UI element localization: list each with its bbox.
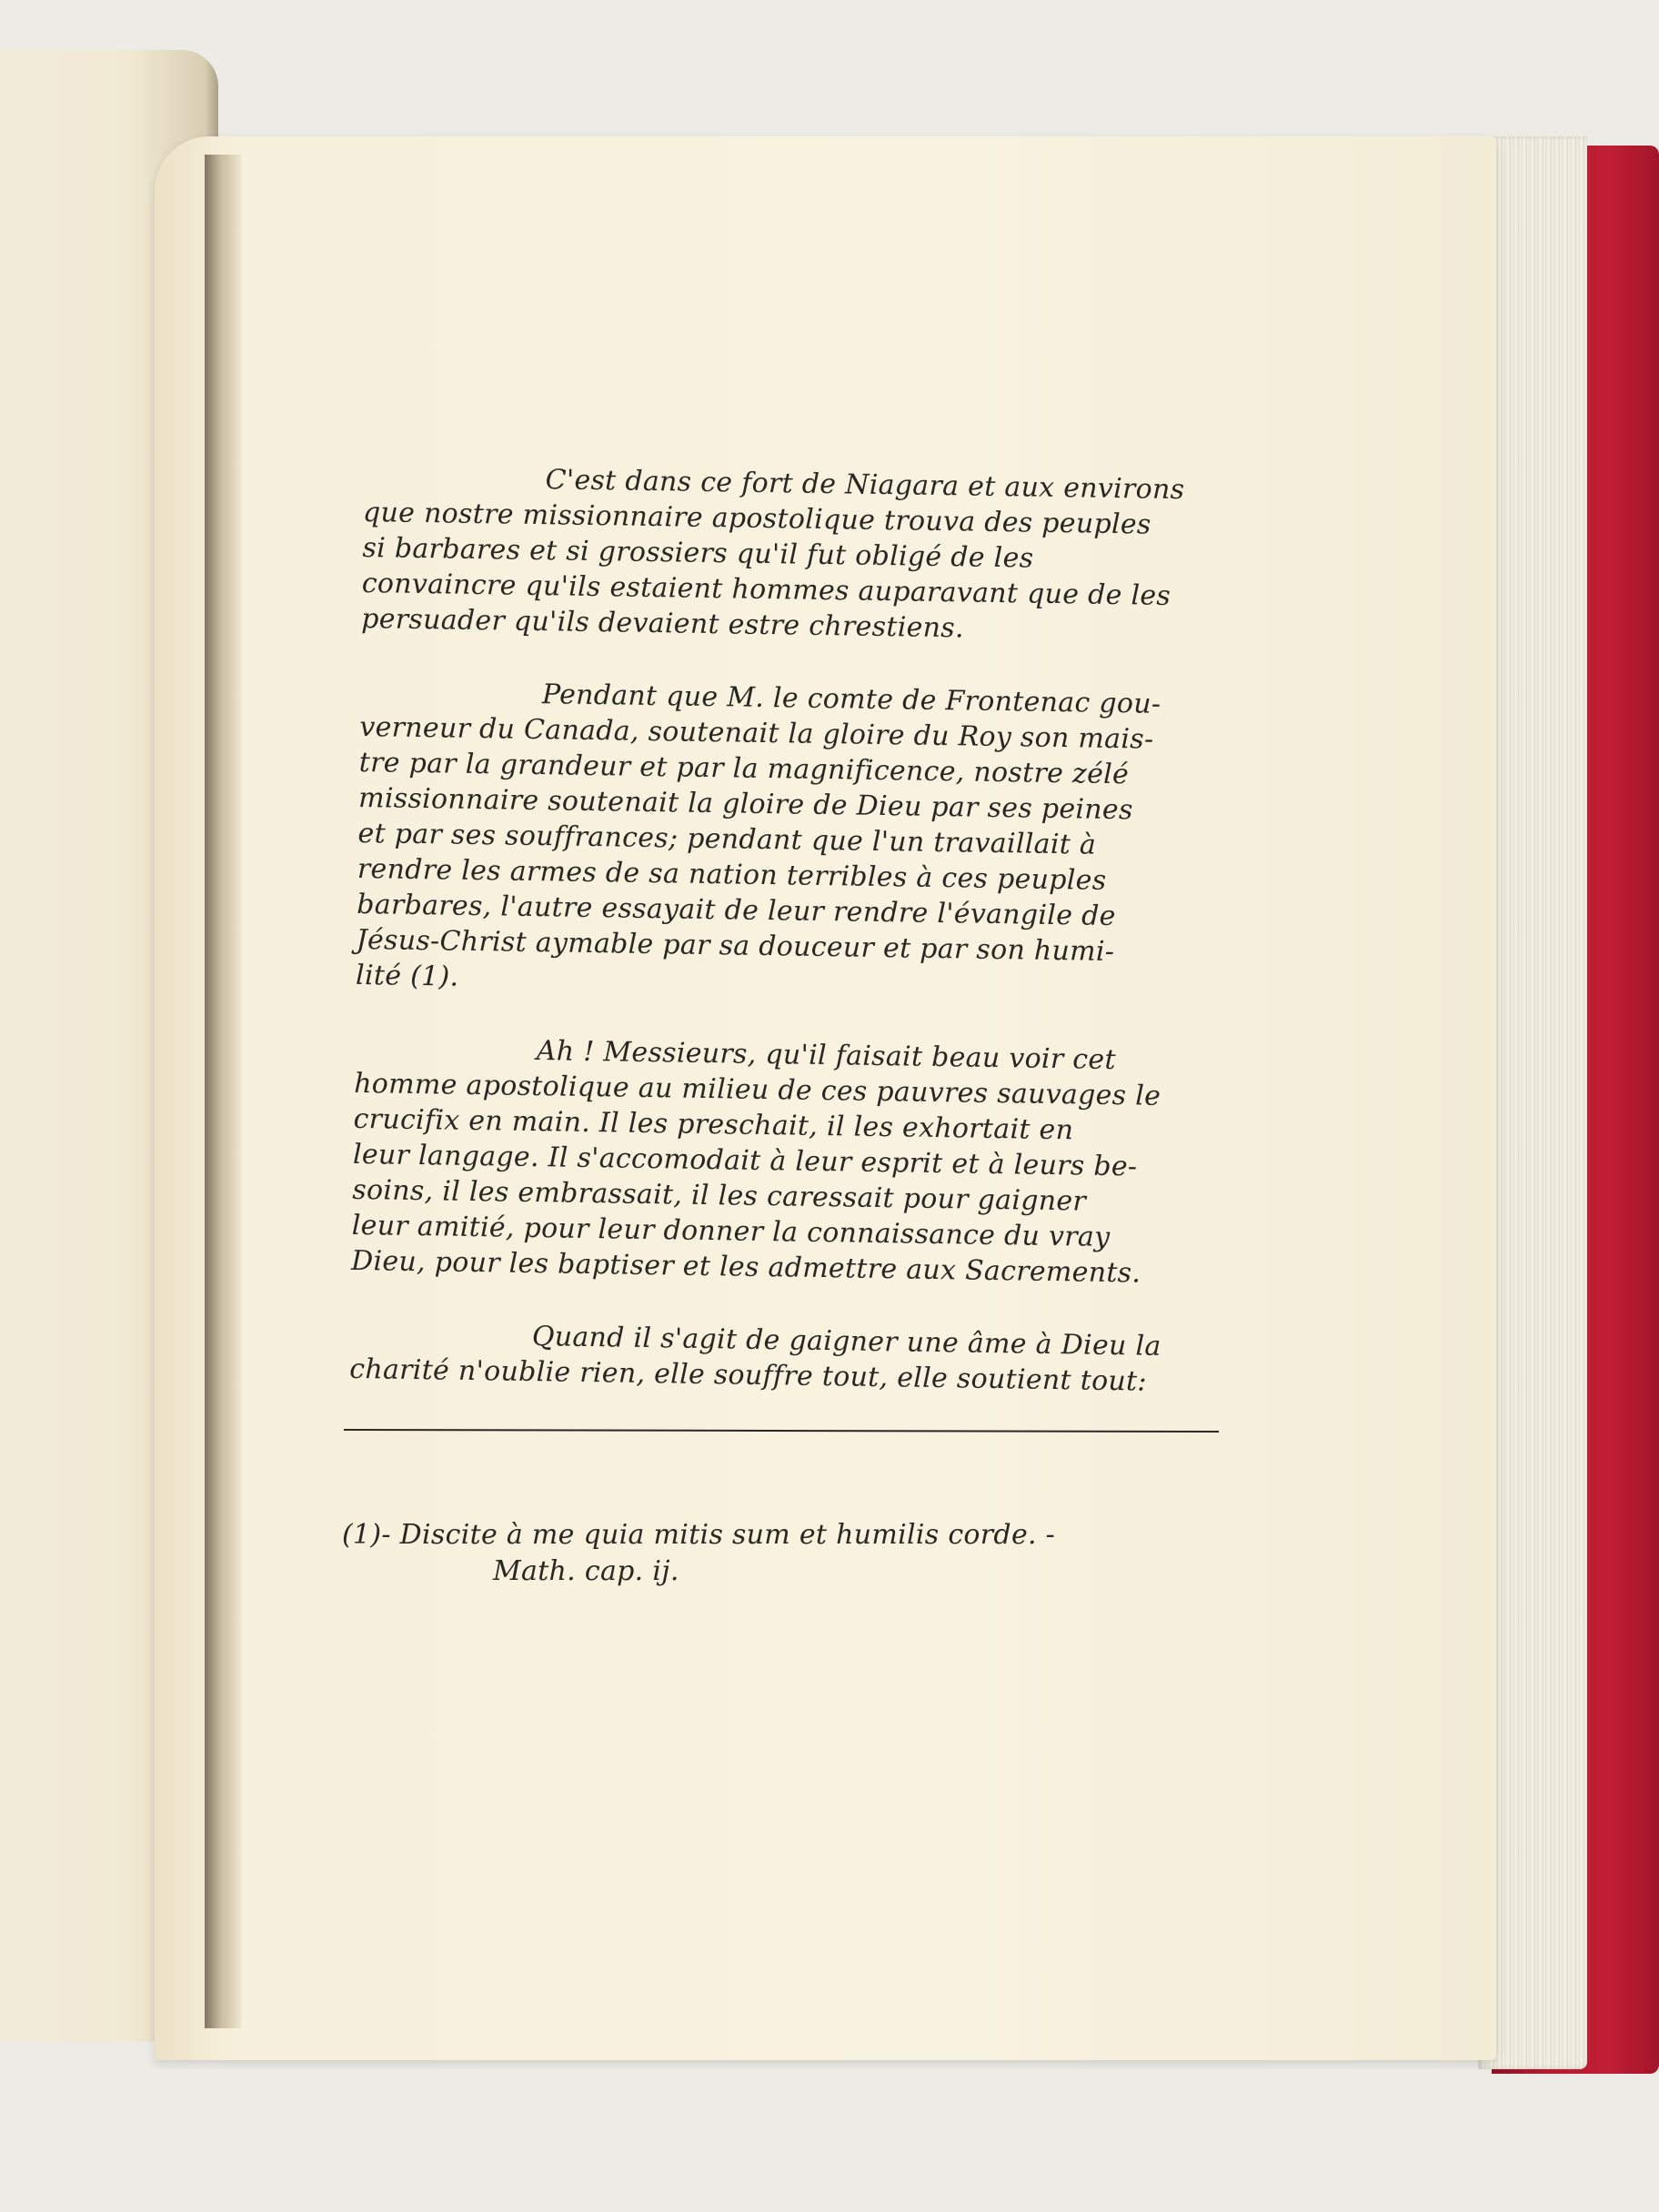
text-line: si barbares et si grossiers qu'il fut obligé de les [362,531,1034,575]
text-line: Quand il s'agit de gaigner une âme à Dieu la [531,1321,1161,1362]
text-line: et par ses souffrances; pendant que l'un travaillait à [357,817,1097,861]
text-line: leur langage. Il s'accomodait à leur esprit et à leurs be- [352,1138,1138,1183]
text-line: C'est dans ce fort de Niagara et aux environs [545,464,1185,507]
text-line: Pendant que M. le comte de Frontenac gou- [541,679,1161,720]
text-line: soins, il les embrassait, il les caressait pour gaigner [352,1173,1087,1218]
text-line: convaincre qu'ils estaient hommes auparavant que de les [361,567,1171,612]
footnote-line: Math. cap. ij. [493,1555,679,1587]
text-line: persuader qu'ils devaient estre chrestiens. [360,602,965,645]
body-text [348,459,1237,1438]
text-line: Dieu, pour les baptiser et les admettre aux Sacrements. [350,1244,1141,1290]
text-line: homme apostolique au milieu de ces pauvres sauvages le [353,1067,1161,1112]
paragraph-1 [361,459,1237,650]
footnote [342,1517,1252,1590]
text-line: verneur du Canada, soutenait la gloire du Roy son mais- [359,710,1154,756]
text-line: rendre les armes de sa nation terribles à ces peuples [357,852,1107,897]
text-line: lité (1). [355,959,459,993]
text-line: missionnaire soutenait la gloire de Dieu par ses peines [357,781,1133,827]
text-line: leur amitié, pour leur donner la connaissance du vray [351,1209,1111,1253]
paragraph-3 [351,1031,1228,1292]
paragraph-4 [349,1316,1223,1401]
text-line: barbares, l'autre essayait de leur rendre l'évangile de [357,888,1116,933]
text-line: charité n'oublie rien, elle souffre tout, elle soutient tout: [349,1352,1148,1398]
text-line: tre par la grandeur et par la magnificence, nostre zélé [358,746,1130,791]
text-line: Ah ! Messieurs, qu'il faisait beau voir cet [536,1035,1117,1077]
text-line: crucifix en main. Il les preschait, il les exhortait en [353,1102,1074,1147]
text-line: Jésus-Christ aymable par sa douceur et par son humi- [356,923,1115,969]
text-line: que nostre missionnaire apostolique trouva des peuples [362,496,1151,541]
paragraph-2 [356,674,1233,1007]
book-gutter [205,155,241,2028]
footnote-line: (1)- Discite à me quia mitis sum et humilis corde. - [342,1519,1056,1551]
